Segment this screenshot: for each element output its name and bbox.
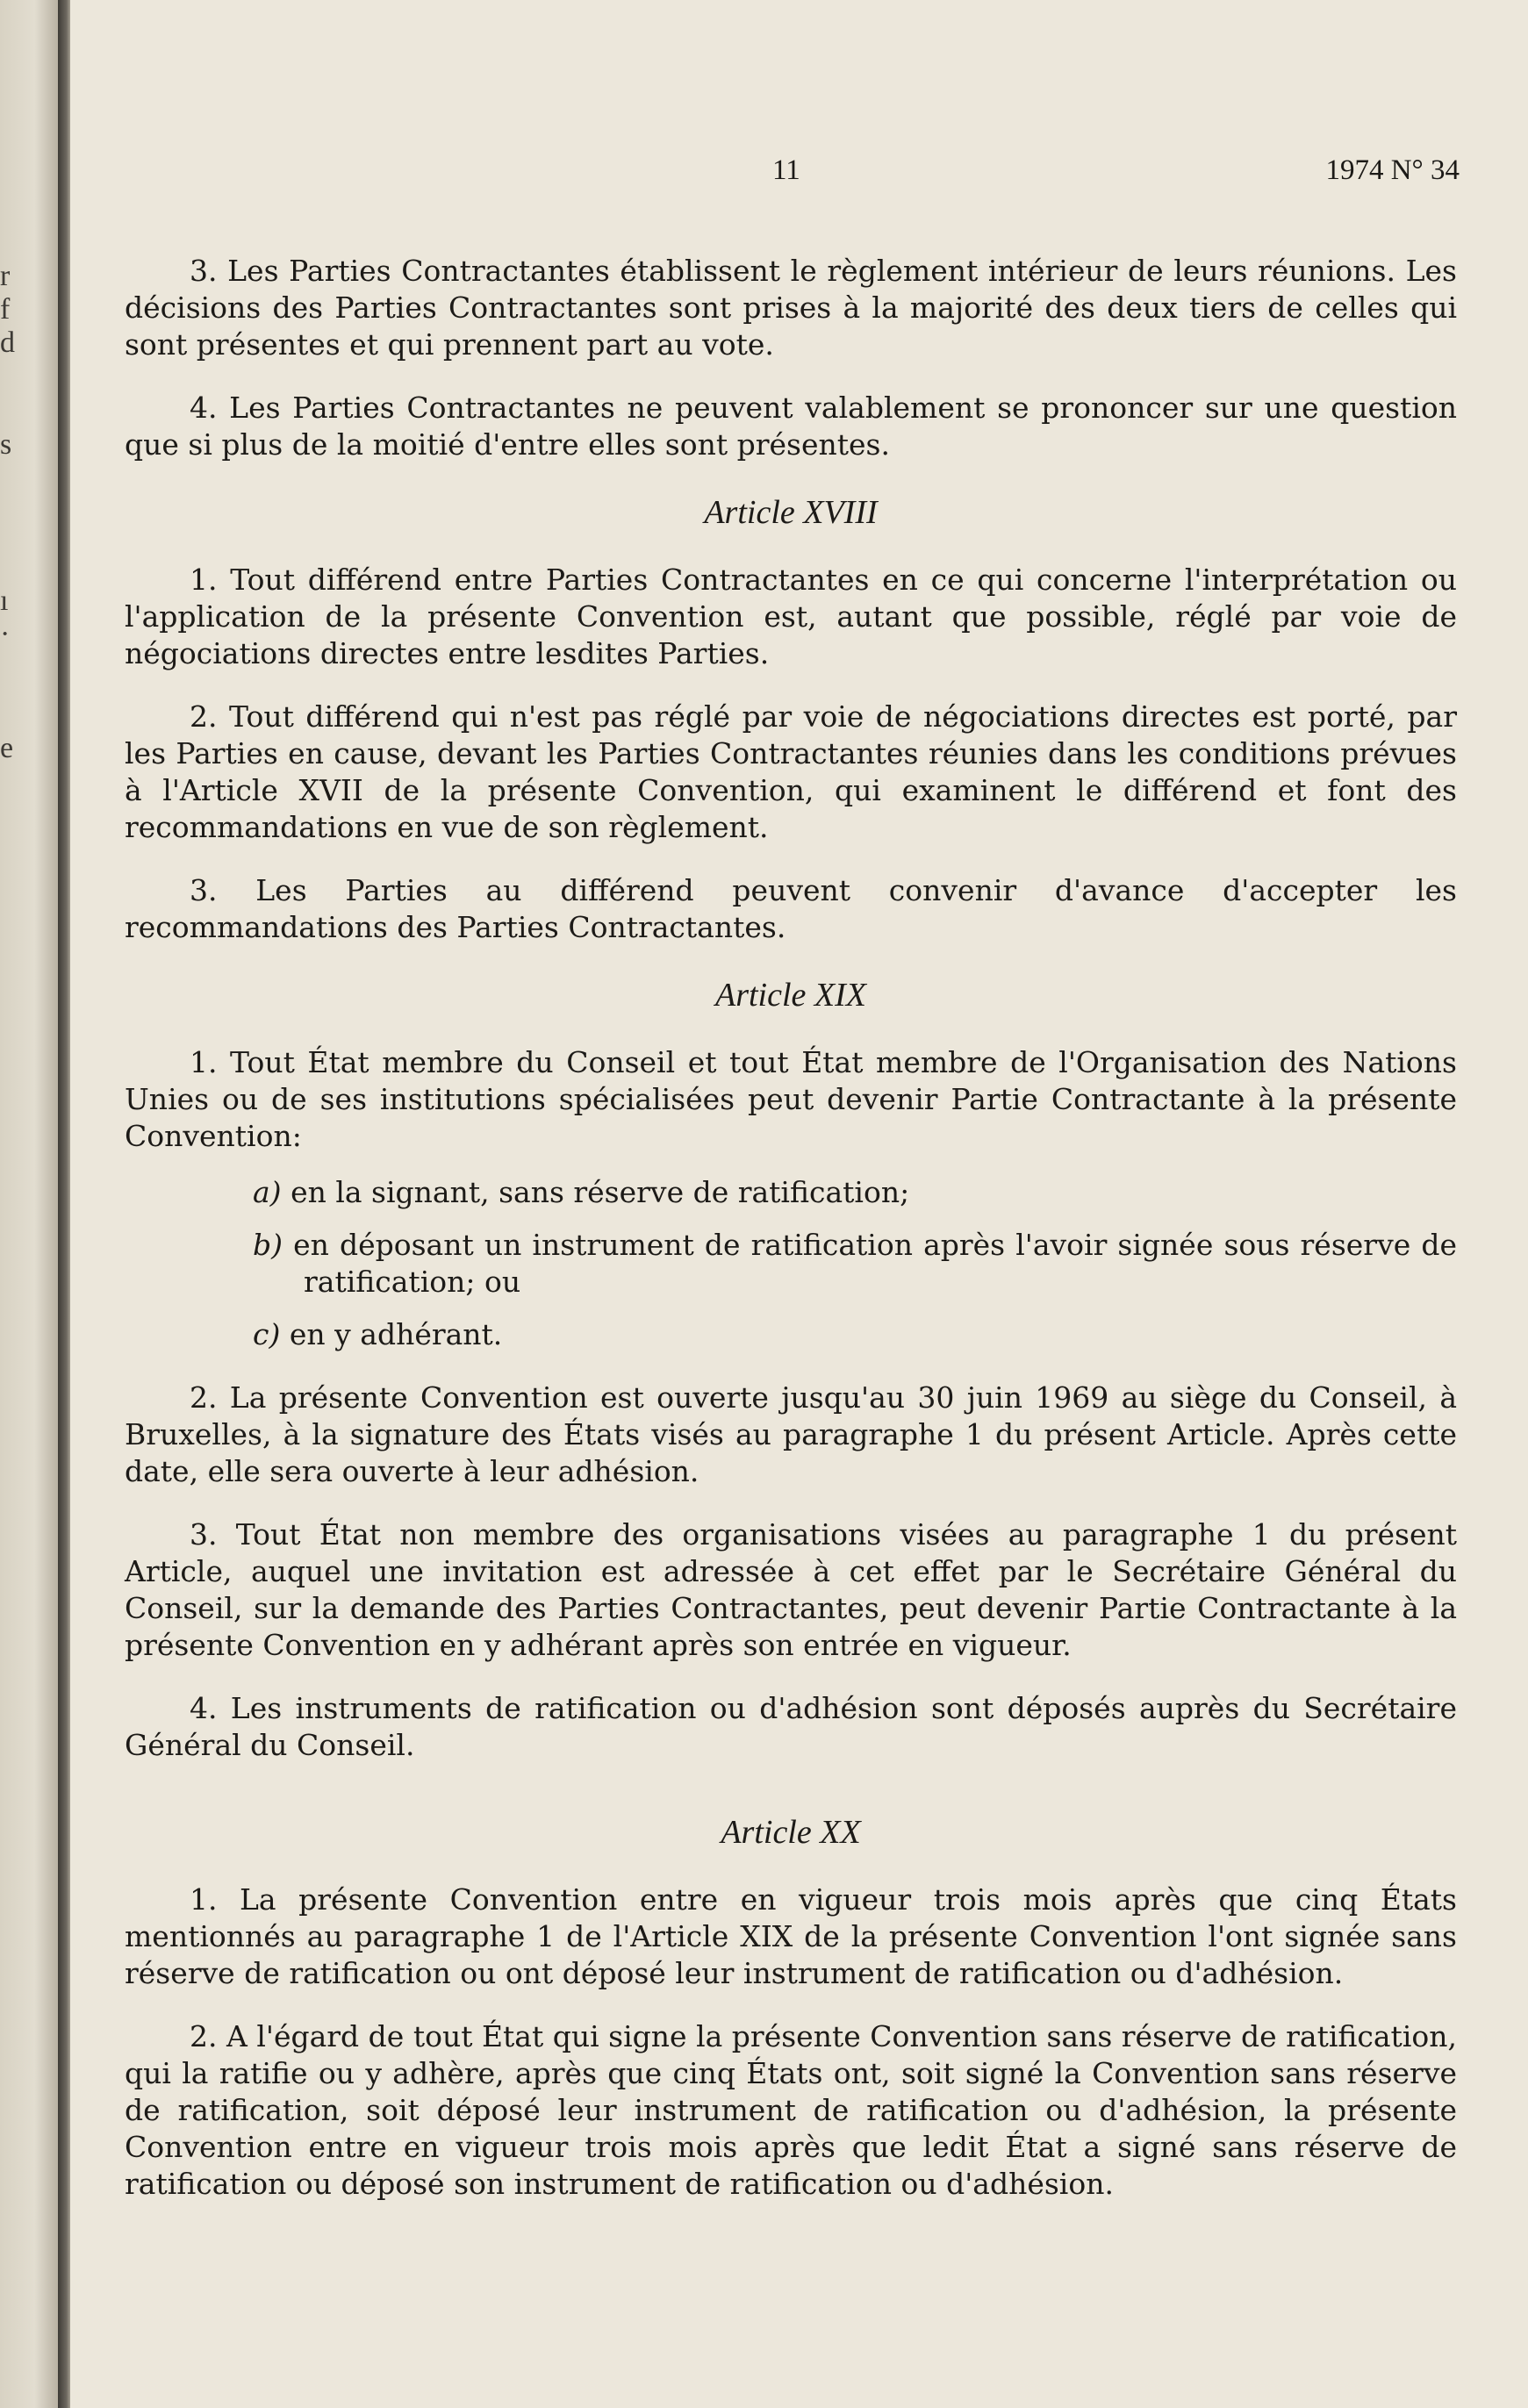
paragraph: 4. Les Parties Contractantes ne peuvent valablement se prononcer sur une question que si plus de la moitié d'entre elles sont présentes. <box>125 391 1457 462</box>
list-item <box>190 1227 1457 1301</box>
paragraph: 1. Tout différend entre Parties Contractantes en ce qui concerne l'interprétation ou l'application de la présente Convention est, autant que possible, réglé par voie de négociations directes entre lesdites Parties. <box>125 563 1457 670</box>
list-marker: b) <box>253 1228 283 1262</box>
list-item <box>190 1316 1457 1353</box>
margin-fragment: · <box>0 618 11 650</box>
paragraph: 2. A l'égard de tout État qui signe la présente Convention sans réserve de ratification, qui la ratifie ou y adhère, après que cinq États ont, soit signé la Convention sans réserve de ratification, soit déposé leur instrument de ratification ou d'adhésion, la présente Convention entre en vigueur trois mois après que ledit État a signé sans réserve de ratification ou déposé son instrument de ratification ou d'adhésion. <box>125 2019 1457 2201</box>
previous-page-edge <box>0 0 58 2408</box>
margin-fragment: f <box>0 293 11 326</box>
paragraph: 2. Tout différend qui n'est pas réglé par voie de négociations directes est porté, par les Parties en cause, devant les Parties Contractantes réunies dans les conditions prévues à l'Article XVII de la présente Convention, qui examinent le différend et font des recommandations en vue de son règlement. <box>125 699 1457 844</box>
article-heading: Article XIX <box>715 977 866 1014</box>
page-number: 11 <box>772 154 800 186</box>
margin-fragment: ı <box>0 584 9 617</box>
paragraph: 3. Les Parties Contractantes établissent le règlement intérieur de leurs réunions. Les décisions des Parties Contractantes sont prises à la majorité des deux tiers de celles qui sont présentes et qui prennent part au vote. <box>125 254 1457 362</box>
paragraph: 4. Les instruments de ratification ou d'adhésion sont déposés auprès du Secrétaire Général du Conseil. <box>125 1691 1457 1762</box>
list-text: en la signant, sans réserve de ratification; <box>291 1175 910 1209</box>
margin-fragment: e <box>0 732 14 764</box>
paragraph: 1. Tout État membre du Conseil et tout État membre de l'Organisation des Nations Unies ou de ses institutions spécialisées peut devenir Partie Contractante à la présente Convention: <box>125 1045 1457 1153</box>
list-text: en déposant un instrument de ratification après l'avoir signée sous réserve de ratification; ou <box>293 1228 1457 1299</box>
list-item <box>190 1174 1457 1211</box>
page-body <box>125 253 1457 2229</box>
paragraph: 3. Tout État non membre des organisations visées au paragraphe 1 du présent Article, auquel une invitation est adressée à cet effet par le Secrétaire Général du Conseil, sur la demande des Parties Contractantes, peut devenir Partie Contractante à la présente Convention en y adhérant après son entrée en vigueur. <box>125 1517 1457 1662</box>
list-marker: c) <box>253 1317 281 1351</box>
margin-fragment: d <box>0 326 15 359</box>
article-heading: Article XX <box>721 1814 861 1851</box>
book-gutter <box>58 0 70 2408</box>
page-header <box>70 154 1528 190</box>
margin-fragment: s <box>0 428 12 461</box>
article-heading: Article XVIII <box>704 494 878 531</box>
margin-fragment: r <box>0 260 11 292</box>
document-page <box>70 0 1528 2408</box>
list-marker: a) <box>253 1175 282 1209</box>
document-reference: 1974 N° 34 <box>1325 154 1460 186</box>
paragraph: 1. La présente Convention entre en vigueur trois mois après que cinq États mentionnés au paragraphe 1 de l'Article XIX de la présente Convention l'ont signée sans réserve de ratification ou ont déposé leur instrument de ratification ou d'adhésion. <box>125 1882 1457 1990</box>
list-text: en y adhérant. <box>289 1317 503 1351</box>
paragraph: 2. La présente Convention est ouverte jusqu'au 30 juin 1969 au siège du Conseil, à Bruxelles, à la signature des États visés au paragraphe 1 du présent Article. Après cette date, elle sera ouverte à leur adhésion. <box>125 1380 1457 1488</box>
paragraph: 3. Les Parties au différend peuvent convenir d'avance d'accepter les recommandations des Parties Contractantes. <box>125 873 1457 944</box>
